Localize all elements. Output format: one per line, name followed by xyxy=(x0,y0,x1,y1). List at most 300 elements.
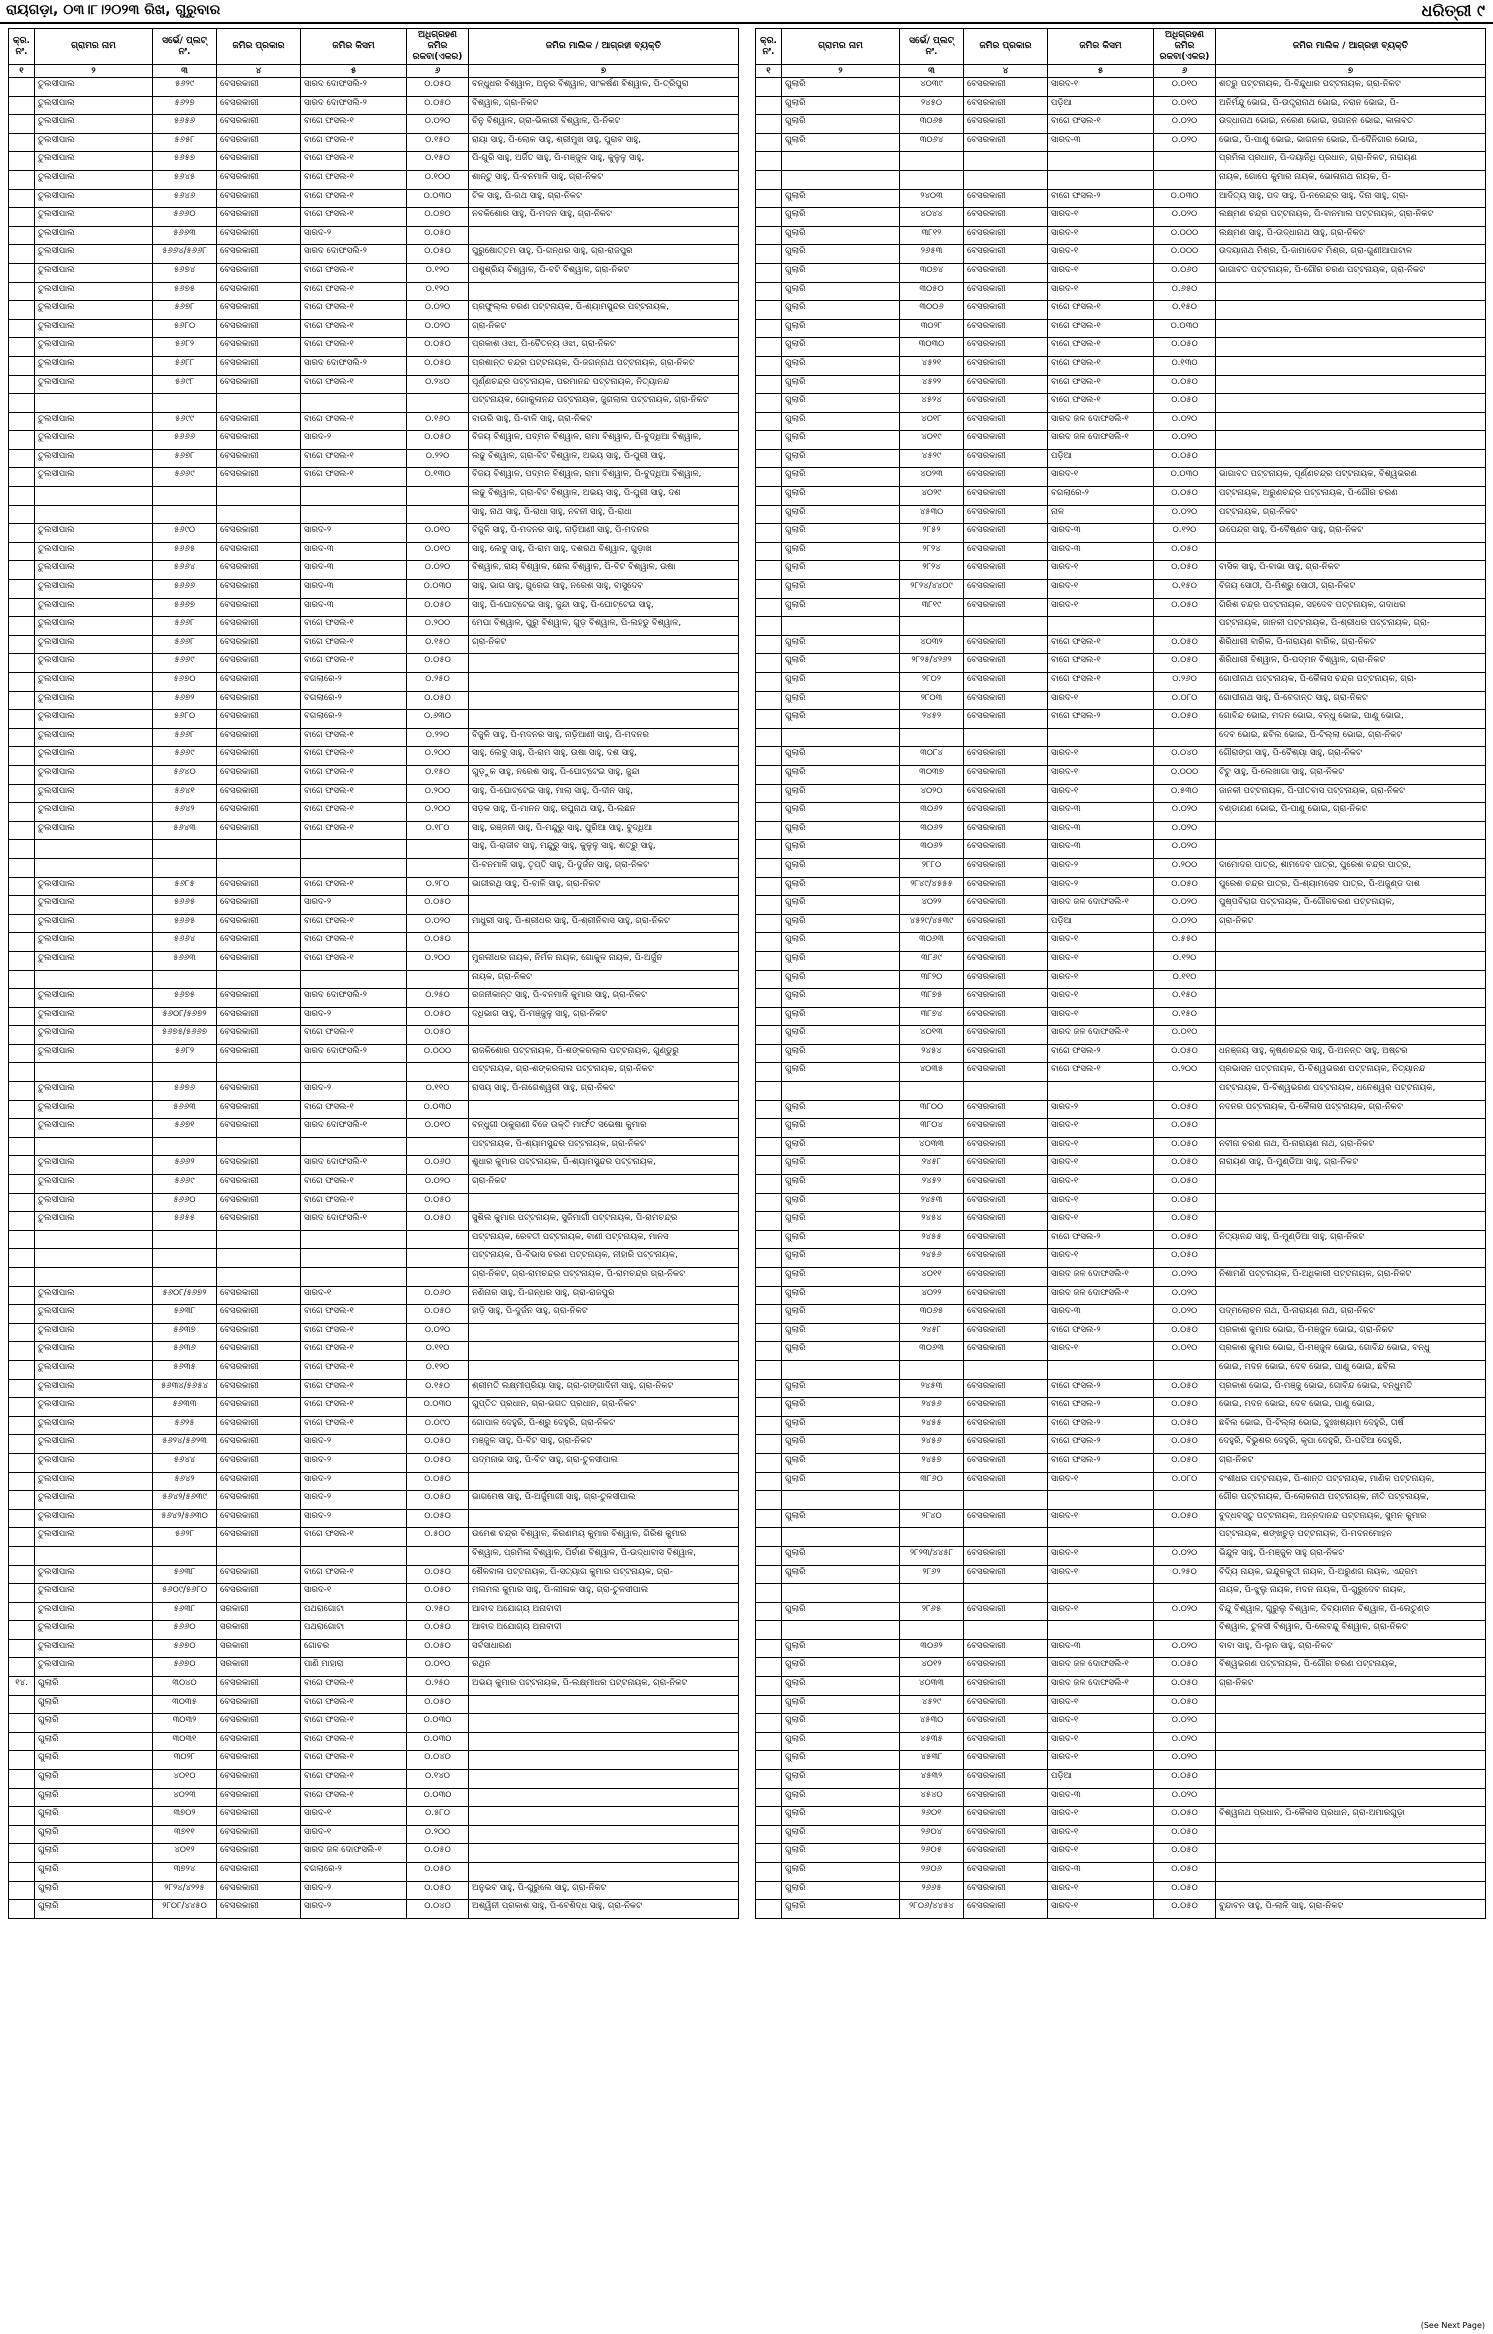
cell-serial xyxy=(756,1416,782,1435)
cell-owner: ଲଢୁ ବିଶ୍ୱାଳ, ଗ୍ରା-ବିଟ ବିଶ୍ୱାଳ, ଅଭୟ ସାହୁ, ପି-ପୁରୀ ସାହୁ, xyxy=(469,449,739,468)
cell-owner: ସାହୁ, ରଞ୍ଜନୀ ସାହୁ, ପି-ମନ୍ଦୁରୁ ସାହୁ, ପୁରିଆ ସାହୁ, ବୁଦ୍ଧିଆ xyxy=(469,821,739,840)
cell-plot: ୨୪୦୩ xyxy=(900,189,964,208)
cell-land-class: ବାଗେ ଫସଲ-୧ xyxy=(301,1342,407,1361)
cell-village: ଗୁଲାରି xyxy=(35,1900,153,1919)
cell-village: ତୁଲସୀପାଲ xyxy=(35,449,153,468)
cell-land-type: ବେସରକାରୀ xyxy=(217,319,301,338)
cell-area: ୦.୦୫୦ xyxy=(1154,542,1216,561)
cell-serial xyxy=(756,1435,782,1454)
cell-area: ୦.୦୫୦ xyxy=(1154,1323,1216,1342)
cell-land-type: ବେସରକାରୀ xyxy=(964,431,1048,450)
cell-area: ୦.୧୨୦ xyxy=(1154,951,1216,970)
cell-owner: ପଟ୍ଟନାୟକ, ପି-ବିଭାସ ଚରଣ ପଟ୍ଟନାୟକ, ନୀହାରି ପଟ୍ଟନାୟକ, xyxy=(469,1249,739,1268)
cell-serial xyxy=(756,96,782,115)
cell-village: ଗୁଲାରି xyxy=(35,1825,153,1844)
table-row xyxy=(756,338,1486,357)
cell-serial xyxy=(756,1398,782,1417)
cell-area: ୦.୦୨୦ xyxy=(407,914,469,933)
cell-village: ତୁଲସୀପାଲ xyxy=(35,784,153,803)
table-row xyxy=(9,1658,739,1677)
cell-plot xyxy=(900,1082,964,1101)
cell-land-type: ବେସରକାରୀ xyxy=(964,1546,1048,1565)
table-row xyxy=(756,1677,1486,1696)
cell-serial xyxy=(756,412,782,431)
cell-land-class: ବାଗେ ଫସଲ-୧ xyxy=(1048,338,1154,357)
cell-area: ୦.୦୫୦ xyxy=(407,96,469,115)
cell-area: ୦.୦୮୦ xyxy=(1154,1472,1216,1491)
cell-owner xyxy=(469,1751,739,1770)
cell-land-class: ସାରଦ-୧ xyxy=(1048,1509,1154,1528)
cell-area: ୦.୦୫୦ xyxy=(407,1565,469,1584)
cell-village: ତୁଲସୀପାଲ xyxy=(35,821,153,840)
cell-land-class: ବାଗେ ଫସଲ-୧ xyxy=(301,1100,407,1119)
cell-owner: ଅଶ୍ୱିନୀ ପ୍ରକାଶ ସାହୁ, ପି-ବେଶିଦ୍ଧ ସାହୁ, ଗ୍ରା-ନିକଟ xyxy=(469,1900,739,1919)
cell-land-type xyxy=(217,394,301,413)
cell-owner: ପ୍ରଫୁଲ୍ଲ ଚରଣ ପଟ୍ଟନାୟକ, ପି-ଶ୍ୟାମସୁନ୍ଦର ପଟ୍ଟନାୟକ, xyxy=(469,301,739,320)
cell-area: ୦.୧୩୦ xyxy=(407,468,469,487)
table-row xyxy=(9,1082,739,1101)
cell-serial xyxy=(9,1175,35,1194)
cell-land-type: ବେସରକାରୀ xyxy=(964,691,1048,710)
cell-owner: ପଟ୍ଟନାୟକ, ରେବତୀ ପଟ୍ଟନାୟକ, ବାଣୀ ପଟ୍ଟନାୟକ, ମାନସ xyxy=(469,1230,739,1249)
cell-plot: ୫୬୪୨/୫୬୩୯ xyxy=(153,1491,217,1510)
table-row xyxy=(756,449,1486,468)
cell-area: ୦.୦୫୦ xyxy=(1154,1453,1216,1472)
cell-owner: ଧନଞ୍ଜୟ ସାହୁ, କୃଷ୍ଣଚନ୍ଦ୍ର ସାହୁ, ପି-ଅନନ୍ତ ସାହୁ, ଅଷ୍ଟର xyxy=(1216,1044,1486,1063)
cell-plot: ୩୦୮୪ xyxy=(900,747,964,766)
cell-plot xyxy=(153,1230,217,1249)
table-row xyxy=(756,356,1486,375)
cell-land-type xyxy=(217,858,301,877)
cell-area: ୦.୦୧୦ xyxy=(1154,1342,1216,1361)
cell-owner: ଭୋଇ, ମଦନ ଭୋଇ, ଦେବ ଭୋଇ, ପାଣୁ ଭୋଇ, ଛବିଲ xyxy=(1216,1360,1486,1379)
cell-owner: ନାୟକ, ଗ୍ରା-ନିକଟ xyxy=(469,970,739,989)
cell-land-class: ସାରଦ-୨ xyxy=(301,226,407,245)
table-row xyxy=(9,245,739,264)
cell-owner xyxy=(469,1714,739,1733)
cell-village: ଗୁଲାରି xyxy=(782,1565,900,1584)
cell-plot: ୪୦୧୨ xyxy=(900,1658,964,1677)
cell-owner: ଭାଗାବତ ପଟ୍ଟନାୟକ, ପି-ଗୌର ଚରଣ ପଟ୍ଟନାୟକ, ଗ୍ରା-ନିକଟ xyxy=(1216,263,1486,282)
cell-owner xyxy=(469,1100,739,1119)
table-row xyxy=(9,1844,739,1863)
cell-plot: ୩୭୧୧ xyxy=(153,1825,217,1844)
cell-plot xyxy=(153,394,217,413)
cell-serial xyxy=(9,208,35,227)
cell-owner: ଗ୍ରା-ନିକଟ xyxy=(469,319,739,338)
cell-serial xyxy=(9,338,35,357)
cell-village xyxy=(35,1230,153,1249)
cell-village: ଗୁଲାରି xyxy=(782,1249,900,1268)
cell-area: ୦.୦୩୦ xyxy=(407,1714,469,1733)
cell-area: ୦.୧୫୦ xyxy=(407,765,469,784)
cell-plot: ୫୬୮୮ xyxy=(153,356,217,375)
cell-owner: ବାବା ସାହୁ, ପି-ଲୁନ ସାହୁ, ଗ୍ରା-ନିକଟ xyxy=(1216,1639,1486,1658)
cell-land-class xyxy=(301,394,407,413)
cell-plot: ୫୬୨୯ xyxy=(153,78,217,97)
cell-area: ୦.୦୫୦ xyxy=(1154,375,1216,394)
cell-land-class xyxy=(1048,1360,1154,1379)
cell-plot: ୪୦୩୩ xyxy=(900,1677,964,1696)
cell-land-type: ବେସରକାରୀ xyxy=(217,1305,301,1324)
cell-serial xyxy=(756,1881,782,1900)
cell-land-class: ବାଗେ ଫସଲ-୨ xyxy=(1048,1044,1154,1063)
cell-serial xyxy=(756,1007,782,1026)
cell-plot: ୪୦୨୨ xyxy=(900,896,964,915)
cell-area: ୦.୦୫୦ xyxy=(407,1509,469,1528)
cell-owner: ଶତ୍ରୁ ପଟ୍ଟନାୟକ, ପି-ବିନ୍ଦୁଧାର ପଟ୍ଟନାୟକ, ଗ୍ରା-ନିକଟ xyxy=(1216,78,1486,97)
cell-plot: ୨୮୪୯/୪୫୫୫ xyxy=(900,877,964,896)
cell-serial xyxy=(9,1770,35,1789)
cell-serial xyxy=(9,115,35,134)
table-row xyxy=(756,1379,1486,1398)
cell-serial xyxy=(756,282,782,301)
cell-owner xyxy=(1216,933,1486,952)
cell-land-class: ସାରଦ ଜଳ ଦୋଫସଲି-୧ xyxy=(1048,1677,1154,1696)
cell-owner: ଗୁପ୍ତିତ ପ୍ରଧାନ, ଗ୍ରା-ଭଗତ ପ୍ରଧାନ, ଗ୍ରା-ନିକଟ xyxy=(469,1398,739,1417)
table-row xyxy=(756,1546,1486,1565)
cell-land-type: ବେସରକାରୀ xyxy=(217,765,301,784)
cell-land-class: ବଗଲାରେ-୨ xyxy=(301,673,407,692)
table-row xyxy=(756,1230,1486,1249)
cell-village: ଗୁଲାରି xyxy=(782,970,900,989)
table-row xyxy=(9,933,739,952)
cell-land-type: ବେସରକାରୀ xyxy=(964,542,1048,561)
cell-land-class xyxy=(301,858,407,877)
cell-land-class: ସାରଦ-୩ xyxy=(301,542,407,561)
cell-area: ୦.୦୧୦ xyxy=(407,1658,469,1677)
cell-land-type: ବେସରକାରୀ xyxy=(217,673,301,692)
cell-plot: ୫୬୪୬ xyxy=(153,189,217,208)
cell-owner xyxy=(469,710,739,729)
cell-owner: ଗୌରାଙ୍ଗ ସାହୁ, ପି-ବୈଶ୍ୟା ସାହୁ, ଗ୍ରା-ନିକଟ xyxy=(1216,747,1486,766)
cell-owner xyxy=(1216,542,1486,561)
table-row xyxy=(9,1249,739,1268)
table-row xyxy=(9,1007,739,1026)
cell-owner: ପଦ୍ମନାଭ ସାହୁ, ପି-ବିଟ ସାହୁ, ଗ୍ରା-ତୁଳସୀପାଲ xyxy=(469,1453,739,1472)
cell-land-class: ବାଗେ ଫସଲ-୨ xyxy=(1048,1379,1154,1398)
table-row xyxy=(9,431,739,450)
cell-serial xyxy=(9,1844,35,1863)
cell-village xyxy=(35,1137,153,1156)
cell-serial xyxy=(9,1472,35,1491)
cell-serial xyxy=(9,1026,35,1045)
cell-village: ତୁଲସୀପାଲ xyxy=(35,375,153,394)
cell-area: ୦.୨୫୦ xyxy=(1154,1565,1216,1584)
cell-owner xyxy=(469,1788,739,1807)
cell-village: ଗୁଲାରି xyxy=(782,375,900,394)
cell-owner: ଛବିଲ ଭୋଇ, ପି-ଟିଲ୍ଲା ଭୋଇ, ଦୁଃଖଶ୍ୟାମ ଦେହୁରି, ତାର୍ଷ xyxy=(1216,1416,1486,1435)
table-row xyxy=(9,654,739,673)
cell-plot: ୫୬୬୬ xyxy=(153,431,217,450)
cell-owner: ମଞ୍ଜୁଳ ସାହୁ, ପି-ବିଟ ସାହୁ, ଗ୍ରା-ନିକଟ xyxy=(469,1435,739,1454)
table-row xyxy=(756,152,1486,171)
cell-land-class: ସାରଦ-୧ xyxy=(1048,1137,1154,1156)
cell-area: ୦.୧୫୦ xyxy=(1154,1007,1216,1026)
cell-land-type: ବେସରକାରୀ xyxy=(217,1342,301,1361)
cell-owner: ଉମେଶ ଚନ୍ଦ୍ର ବିଶ୍ୱାଳ, କିରଣମୟ କୁମାର ବିଶ୍ୱାଳ, ଗିରିଶ କୁମାର xyxy=(469,1528,739,1547)
cell-land-type: ସରକାରୀ xyxy=(217,1621,301,1640)
cell-land-type: ବେସରକାରୀ xyxy=(964,301,1048,320)
cell-village: ଗୁଲାରି xyxy=(782,933,900,952)
cell-plot: ୫୬୭୪ xyxy=(153,263,217,282)
cell-owner: ବାଉରି ସାହୁ, ପି-ବାଳି ସାହୁ, ଗ୍ରା-ନିକଟ xyxy=(469,412,739,431)
cell-land-class: ସାରଦ-୧ xyxy=(1048,747,1154,766)
column-number-row xyxy=(9,65,739,78)
table-row xyxy=(9,784,739,803)
cell-village: ଗୁଲାରି xyxy=(782,1305,900,1324)
table-row xyxy=(756,524,1486,543)
cell-serial xyxy=(756,803,782,822)
table-row xyxy=(9,1360,739,1379)
table-row xyxy=(9,170,739,189)
cell-village: ଗୁଲାରି xyxy=(782,821,900,840)
cell-area: ୦.୦୫୦ xyxy=(1154,1863,1216,1882)
cell-plot xyxy=(900,1621,964,1640)
cell-land-type: ବେସରକାରୀ xyxy=(964,654,1048,673)
cell-serial xyxy=(756,1156,782,1175)
cell-owner: ବିଜୟ ବିଶ୍ୱାଳ, ପଦ୍ମନ ବିଶ୍ୱାଳ, ରାମା ବିଶ୍ୱାଳ, ପି-ବୁଦ୍ଧିଆ ବିଶ୍ୱାଳ, xyxy=(469,468,739,487)
cell-area: ୦.୨୮୦ xyxy=(407,877,469,896)
cell-plot: ୨୪୫୫ xyxy=(900,1416,964,1435)
cell-owner: ପ୍ରକାଶ କୁମାର ଭୋଇ, ପି-ମଞ୍ଜୁଳ ଭୋଇ, ଗୋବିନ୍ଦ ଭୋଇ, ବନ୍ଧୁ xyxy=(1216,1342,1486,1361)
table-row xyxy=(9,394,739,413)
cell-owner xyxy=(1216,319,1486,338)
cell-owner: ନିଶାମଣି ପଟ୍ଟନାୟକ, ପି-ଅଧିକାରୀ ପଟ୍ଟନାୟକ, ଗ୍ରା-ନିକଟ xyxy=(1216,1268,1486,1287)
cell-serial xyxy=(756,1677,782,1696)
cell-plot: ୫୬୬୯ xyxy=(153,654,217,673)
cell-land-type: ବେସରକାରୀ xyxy=(964,1788,1048,1807)
cell-serial xyxy=(9,1807,35,1826)
cell-plot: ୫୬୬୮ xyxy=(153,635,217,654)
cell-plot xyxy=(900,1528,964,1547)
table-row xyxy=(756,1491,1486,1510)
cell-owner: ପୁରୁଷୋତ୍ତମ ସାହୁ, ପି-ଗନ୍ଧର ସାହୁ, ଗ୍ରା-ରାଜପୁର xyxy=(469,245,739,264)
cell-owner xyxy=(469,896,739,915)
cell-area: ୦.୦୨୦ xyxy=(1154,821,1216,840)
cell-owner: ପଟ୍ଟନାୟକ, ଗ୍ରା-ଶଙ୍କରଲାଲ ପଟ୍ଟନାୟକ, ଗ୍ରା-ନିକଟ xyxy=(469,1063,739,1082)
cell-serial xyxy=(756,580,782,599)
cell-serial xyxy=(756,1026,782,1045)
cell-land-type: ବେସରକାରୀ xyxy=(217,635,301,654)
cell-village: ଗୁଲାରି xyxy=(782,1751,900,1770)
cell-serial xyxy=(756,487,782,506)
cell-owner: ବୁଦ୍ଧବସ୍ତୁ ପଟ୍ଟନାୟକ, ଅନ୍ନଦାନନ୍ଦ ପଟ୍ଟନାୟକ, ସୁମନ କୁମାର xyxy=(1216,1509,1486,1528)
cell-serial xyxy=(756,1249,782,1268)
cell-area: ୦.୦୫୦ xyxy=(1154,710,1216,729)
cell-land-class xyxy=(1048,1491,1154,1510)
col-header-land-class: ଜମିର କିସମ xyxy=(301,29,407,65)
table-row xyxy=(756,1770,1486,1789)
cell-land-class: ସାରଦ-୩ xyxy=(1048,821,1154,840)
table-row xyxy=(756,487,1486,506)
cell-owner xyxy=(1216,1286,1486,1305)
table-row xyxy=(9,673,739,692)
cell-land-class: ସାରଦ-୧ xyxy=(1048,1007,1154,1026)
cell-area: ୦.୦୩୦ xyxy=(407,580,469,599)
cell-land-class: ବାଗେ ଫସଲ-୧ xyxy=(301,1323,407,1342)
cell-land-class: ସାରଦ-୩ xyxy=(1048,840,1154,859)
cell-area: ୦.୦୫୦ xyxy=(1154,338,1216,357)
cell-serial xyxy=(9,1658,35,1677)
cell-land-class: ସାରଦ-୨ xyxy=(1048,877,1154,896)
cell-plot xyxy=(900,1360,964,1379)
col-header-owner: ଜମିର ମାଲିକ / ଆଗ୍ରହୀ ବ୍ୟକ୍ତି xyxy=(1216,29,1486,65)
cell-owner: ଗୌର ପଟ୍ଟନାୟକ, ପି-ଲୋକନାଥ ପଟ୍ଟନାୟକ, ନୀତି ପଟ୍ଟନାୟକ, xyxy=(1216,1491,1486,1510)
cell-land-type: ବେସରକାରୀ xyxy=(217,1584,301,1603)
cell-land-class: ସାରଦ ଦୋଫସଲି-୨ xyxy=(301,989,407,1008)
cell-area: ୦.୧୮୦ xyxy=(407,821,469,840)
cell-serial xyxy=(9,989,35,1008)
cell-land-type xyxy=(217,1268,301,1287)
cell-owner: ଲଢୁ ବିଶ୍ୱାଳ, ଗ୍ରା-ବିଟ ବିଶ୍ୱାଳ, ଅଭୟ ସାହୁ, ପି-ପୁରୀ ସାହୁ, ଦଶ xyxy=(469,487,739,506)
cell-plot: ୩୦୫୦ xyxy=(900,282,964,301)
cell-land-class: ବାଗେ ଫସଲ-୧ xyxy=(301,821,407,840)
cell-serial xyxy=(9,1416,35,1435)
cell-plot: ୨୪୫୦ xyxy=(900,96,964,115)
cell-land-class: ସାରଦ-୨ xyxy=(301,1491,407,1510)
table-row xyxy=(9,598,739,617)
cell-plot: ୪୦୧୦ xyxy=(153,1770,217,1789)
cell-land-class: ବାଗେ ଫସଲ-୧ xyxy=(301,1732,407,1751)
cell-land-class xyxy=(301,1063,407,1082)
cell-serial xyxy=(756,375,782,394)
cell-village: ଗୁଲାରି xyxy=(782,1881,900,1900)
cell-land-type: ସରକାରୀ xyxy=(217,1639,301,1658)
cell-village: ଗୁଲାରି xyxy=(782,1714,900,1733)
cell-serial xyxy=(9,1156,35,1175)
table-row xyxy=(9,263,739,282)
cell-serial xyxy=(9,96,35,115)
cell-area: ୦.୨୦୦ xyxy=(407,803,469,822)
newspaper-page-label: ଧରିତ୍ରୀ ୯ xyxy=(1421,1,1485,20)
cell-village: ତୁଲସୀପାଲ xyxy=(35,561,153,580)
cell-plot: ୪୫୪୦ xyxy=(900,1788,964,1807)
cell-village: ତୁଲସୀପାଲ xyxy=(35,1323,153,1342)
cell-serial xyxy=(756,710,782,729)
cell-village: ଗୁଲାରି xyxy=(782,1472,900,1491)
col-number: ୫ xyxy=(1048,65,1154,78)
cell-owner: ମେଘା ବିଶ୍ୱାଳ, ପୁରୁ ବିଶ୍ୱାଳ, ଗୁଡ଼ ବିଶ୍ୱାଳ, ପି-ଲହଡୁ ବିଶ୍ୱାଳ, xyxy=(469,617,739,636)
cell-village: ତୁଲସୀପାଲ xyxy=(35,1044,153,1063)
table-row xyxy=(9,1342,739,1361)
cell-land-type: ବେସରକାରୀ xyxy=(217,282,301,301)
table-row xyxy=(9,1044,739,1063)
cell-plot: ୩୦୩୧ xyxy=(153,1732,217,1751)
cell-plot: ୪୦୪୪ xyxy=(900,208,964,227)
table-row xyxy=(756,1788,1486,1807)
cell-land-class: ବାଗେ ଫସଲ-୧ xyxy=(1048,1063,1154,1082)
cell-land-class: ସାରଦ ଜଳ ଦୋଫସଲି-୧ xyxy=(1048,412,1154,431)
cell-land-class: ବାଗେ ଫସଲ-୧ xyxy=(301,1788,407,1807)
cell-plot: ୪୫୨୪ xyxy=(900,394,964,413)
cell-village: ଗୁଲାରି xyxy=(782,1212,900,1231)
cell-area: ୦.୨୦୦ xyxy=(1154,1063,1216,1082)
cell-serial xyxy=(9,1379,35,1398)
cell-land-class xyxy=(301,1137,407,1156)
cell-plot: ୨୮୪୦ xyxy=(900,1509,964,1528)
cell-village: ଗୁଲାରି xyxy=(782,1286,900,1305)
cell-plot: ୫୬୬୫ xyxy=(153,896,217,915)
cell-plot xyxy=(153,487,217,506)
cell-village: ତୁଲସୀପାଲ xyxy=(35,1639,153,1658)
cell-area: ୦.୦୫୦ xyxy=(1154,449,1216,468)
table-row xyxy=(756,654,1486,673)
cell-owner: ଆବାଦ ଅଯୋଗ୍ୟ ଅନାବାଦୀ xyxy=(469,1621,739,1640)
cell-serial xyxy=(9,1082,35,1101)
cell-serial xyxy=(756,542,782,561)
cell-land-class: ବାଗେ ଫସଲ-୧ xyxy=(301,412,407,431)
cell-area: ୦.୦୫୦ xyxy=(407,1453,469,1472)
cell-owner: ଦେବ ଭୋଇ, ଛବିଲ ଭୋଇ, ପି-ଟିଲ୍ଲା ଭୋଇ, ଗ୍ରା-ନିକଟ xyxy=(1216,728,1486,747)
table-row xyxy=(9,1788,739,1807)
table-row xyxy=(9,1807,739,1826)
table-row xyxy=(9,1491,739,1510)
table-row xyxy=(9,449,739,468)
cell-owner: ଦାମୋଦର ପାତ୍ର, ଶାମଦେବ ପାତ୍ର, ପୁରେଶ ଚନ୍ଦ୍ର ପାତ୍ର, xyxy=(1216,858,1486,877)
table-row xyxy=(9,487,739,506)
cell-serial xyxy=(756,1546,782,1565)
cell-serial xyxy=(756,1751,782,1770)
cell-plot: ୪୦୨୩ xyxy=(153,1788,217,1807)
cell-land-type: ବେସରକାରୀ xyxy=(964,338,1048,357)
cell-serial xyxy=(756,468,782,487)
cell-village: ଗୁଲାରି xyxy=(782,654,900,673)
cell-serial xyxy=(756,338,782,357)
cell-serial xyxy=(9,1212,35,1231)
cell-land-class: ସାରଦ-୧ xyxy=(1048,1844,1154,1863)
cell-land-type: ବେସରକାରୀ xyxy=(217,1825,301,1844)
cell-plot: ୫୬୪୩ xyxy=(153,821,217,840)
cell-area: ୦.୦୨୦ xyxy=(1154,896,1216,915)
cell-village: ଗୁଲାରି xyxy=(35,1788,153,1807)
cell-area: ୦.୦୫୦ xyxy=(407,1695,469,1714)
cell-land-type: ବେସରକାରୀ xyxy=(217,1900,301,1919)
cell-land-class: ବାଗେ ଫସଲ-୧ xyxy=(301,1695,407,1714)
table-row xyxy=(756,115,1486,134)
cell-land-type: ବେସରକାରୀ xyxy=(964,1714,1048,1733)
cell-area: ୦.୨୪୦ xyxy=(407,375,469,394)
cell-village: ତୁଲସୀପାଲ xyxy=(35,152,153,171)
cell-area: ୦.୦୫୦ xyxy=(1154,1100,1216,1119)
cell-land-class: ସାରଦ-୧ xyxy=(1048,1119,1154,1138)
cell-serial xyxy=(756,914,782,933)
cell-land-type: ବେସରକାରୀ xyxy=(217,821,301,840)
cell-land-class: ପଡ଼ିଆ xyxy=(1048,96,1154,115)
cell-owner: ଆଦିତ୍ୟ ସାହୁ, ପଦ ସାହୁ, ପି-ନରେନ୍ଦ୍ର ସାହୁ, ଦିନା ସାହୁ, ଗ୍ରା- xyxy=(1216,189,1486,208)
table-row xyxy=(9,1509,739,1528)
cell-village: ତୁଲସୀପାଲ xyxy=(35,580,153,599)
cell-owner: ଭାଗୀରଥି ସାହୁ, ପି-ବାଳି ସାହୁ, ଗ୍ରା-ନିକଟ xyxy=(469,877,739,896)
cell-plot: ୪୫୩୫ xyxy=(900,1732,964,1751)
cell-area: ୦.୫୦୦ xyxy=(407,1528,469,1547)
cell-plot: ୫୬୮୦ xyxy=(153,319,217,338)
cell-village: ତୁଲସୀପାଲ xyxy=(35,654,153,673)
cell-area: ୦.୦୫୦ xyxy=(1154,1416,1216,1435)
cell-land-type: ବେସରକାରୀ xyxy=(964,1100,1048,1119)
cell-village: ଗୁଲାରି xyxy=(35,1695,153,1714)
cell-serial xyxy=(9,1435,35,1454)
cell-land-class: ବାଗେ ଫସଲ-୧ xyxy=(301,1398,407,1417)
cell-village: ତୁଲସୀପାଲ xyxy=(35,1398,153,1417)
cell-village xyxy=(35,970,153,989)
cell-serial xyxy=(9,78,35,97)
cell-plot: ୫୬୫୮ xyxy=(153,133,217,152)
cell-area: ୦.୦୩୦ xyxy=(1154,189,1216,208)
cell-area: ୦.୦୫୦ xyxy=(1154,1435,1216,1454)
cell-village: ଗୁଲାରି xyxy=(782,263,900,282)
cell-land-class: ବାଗେ ଫସଲ-୧ xyxy=(1048,375,1154,394)
